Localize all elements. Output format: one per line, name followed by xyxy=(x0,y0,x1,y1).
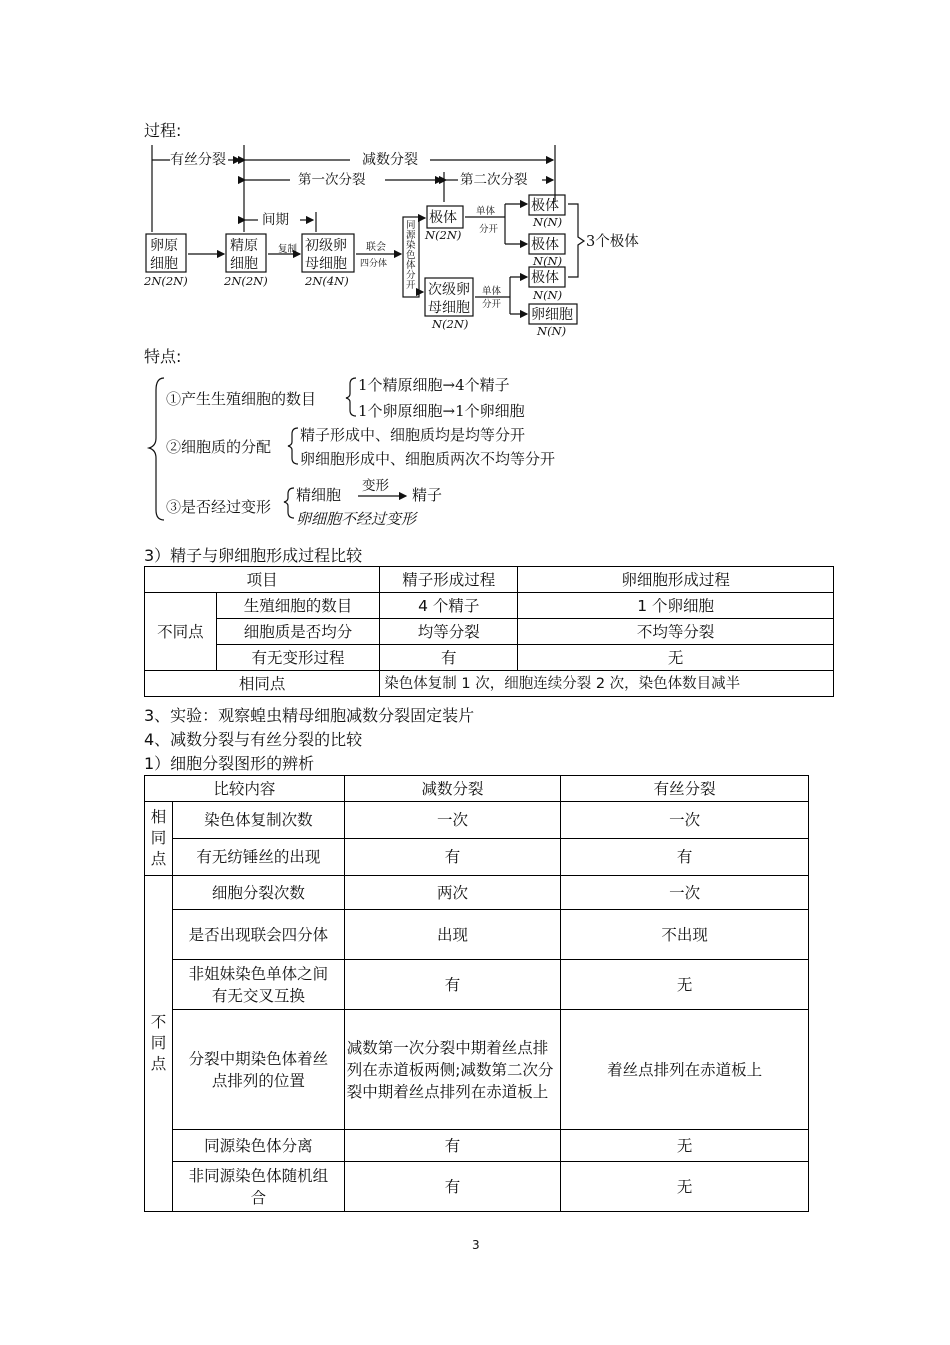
table-row xyxy=(145,1162,809,1212)
table-cell: 减数第一次分裂中期着丝点排列在赤道板两侧;减数第二次分裂中期着丝点排列在赤道板上 xyxy=(344,1010,561,1130)
oogonium-line2: 细胞 xyxy=(150,256,178,272)
first-division-label: 第一次分裂 xyxy=(298,172,366,188)
table-row xyxy=(145,645,834,671)
table-row xyxy=(145,876,809,910)
feature-3-title: ③是否经过变形 xyxy=(166,498,272,516)
svg-text:源: 源 xyxy=(406,230,416,241)
table-row xyxy=(145,776,809,802)
sperm-egg-comparison-table xyxy=(144,566,834,697)
features-brace-diagram xyxy=(144,370,624,530)
spermatogonium-ploidy: 2N(2N) xyxy=(224,274,268,288)
polar-body-1-ploidy: N(2N) xyxy=(425,228,462,242)
table-row xyxy=(145,1130,809,1162)
table-row xyxy=(145,1010,809,1130)
table-cell: 4 个精子 xyxy=(380,593,518,619)
feature-3-spermatid: 精细胞 xyxy=(296,486,342,504)
section-3-experiment: 3、实验：观察蝗虫精母细胞减数分裂固定装片 xyxy=(144,706,475,725)
primary-oocyte-line2: 母细胞 xyxy=(305,256,347,272)
polar-body-c-ploidy: N(N) xyxy=(533,288,563,302)
table-row xyxy=(145,839,809,876)
table-cell: 无 xyxy=(561,960,809,1010)
svg-text:染: 染 xyxy=(406,240,416,251)
table-cell: 一次 xyxy=(561,876,809,910)
table-cell: 着丝点排列在赤道板上 xyxy=(561,1010,809,1130)
table-header-cell: 精子形成过程 xyxy=(380,567,518,593)
secondary-oocyte-line1: 次级卵 xyxy=(428,282,470,298)
meiosis-process-diagram xyxy=(140,142,660,342)
table-cell: 有 xyxy=(344,1130,561,1162)
same-value-cell: 染色体复制 1 次，细胞连续分裂 2 次，染色体数目减半 xyxy=(380,671,834,697)
table-cell: 非同源染色体随机组合 xyxy=(172,1162,344,1212)
spermatogonium-line1: 精原 xyxy=(230,238,258,254)
table-cell: 有 xyxy=(380,645,518,671)
homologous-separate-vertical xyxy=(406,220,416,291)
table-cell: 有 xyxy=(344,1162,561,1212)
table-cell: 细胞质是否均分 xyxy=(216,619,379,645)
table-cell: 均等分裂 xyxy=(380,619,518,645)
synapsis-label: 联会 xyxy=(366,242,386,253)
table-cell: 有无变形过程 xyxy=(216,645,379,671)
table-cell: 不均等分裂 xyxy=(518,619,834,645)
diff-label-cell: 不同点 xyxy=(145,593,217,671)
oogonium-line1: 卵原 xyxy=(150,238,178,254)
table-cell: 无 xyxy=(518,645,834,671)
primary-oocyte-line1: 初级卵 xyxy=(305,238,347,254)
egg-cell: 卵细胞 xyxy=(531,307,573,323)
table-cell: 无 xyxy=(561,1130,809,1162)
table-cell: 分裂中期染色体着丝点排列的位置 xyxy=(172,1010,344,1130)
table-row xyxy=(145,671,834,697)
page-number: 3 xyxy=(472,1238,480,1252)
chromatid-separate-1b: 分开 xyxy=(479,224,499,235)
diff-label-cell: 不同点 xyxy=(145,876,173,1212)
svg-text:同: 同 xyxy=(406,220,416,231)
oogonium-ploidy: 2N(2N) xyxy=(144,274,188,288)
svg-text:色: 色 xyxy=(406,250,416,261)
meiosis-mitosis-comparison-table xyxy=(144,775,809,1212)
three-polar-bodies: 3个极体 xyxy=(586,234,639,250)
section-3-heading: 3）精子与卵细胞形成过程比较 xyxy=(144,546,363,565)
table-row xyxy=(145,910,809,960)
table-row xyxy=(145,960,809,1010)
polar-body-b: 极体 xyxy=(531,237,559,253)
table-cell: 有 xyxy=(344,960,561,1010)
feature-3-sperm: 精子 xyxy=(412,486,443,504)
table-cell: 出现 xyxy=(344,910,561,960)
table-header-cell: 项目 xyxy=(145,567,380,593)
chromatid-separate-2b: 分开 xyxy=(482,299,502,310)
tetrad-label: 四分体 xyxy=(360,259,388,269)
table-cell: 非姐妹染色单体之间有无交叉互换 xyxy=(172,960,344,1010)
svg-text:体: 体 xyxy=(406,260,416,271)
table-cell: 同源染色体分离 xyxy=(172,1130,344,1162)
table-cell: 有 xyxy=(561,839,809,876)
table-cell: 不出现 xyxy=(561,910,809,960)
feature-1-title: ①产生生殖细胞的数目 xyxy=(166,390,317,408)
section-4-heading: 4、减数分裂与有丝分裂的比较 xyxy=(144,730,363,749)
table-cell: 一次 xyxy=(561,802,809,839)
process-label: 过程: xyxy=(144,121,182,140)
chromatid-separate-2a: 单体 xyxy=(482,286,502,297)
table-cell: 无 xyxy=(561,1162,809,1212)
mitosis-label: 有丝分裂 xyxy=(170,152,226,168)
feature-1-egg: 1个卵原细胞→1个卵细胞 xyxy=(358,402,525,420)
table-cell: 一次 xyxy=(344,802,561,839)
polar-body-c: 极体 xyxy=(531,270,559,286)
feature-2-sperm: 精子形成中、细胞质均是均等分开 xyxy=(300,426,526,444)
feature-2-title: ②细胞质的分配 xyxy=(166,438,272,456)
table-row xyxy=(145,567,834,593)
secondary-oocyte-ploidy: N(2N) xyxy=(432,317,469,331)
table-row xyxy=(145,593,834,619)
table-cell: 有无纺锤丝的出现 xyxy=(172,839,344,876)
feature-label: 特点: xyxy=(144,347,182,366)
table-header-cell: 卵细胞形成过程 xyxy=(518,567,834,593)
table-header-cell: 有丝分裂 xyxy=(561,776,809,802)
table-header-cell: 减数分裂 xyxy=(344,776,561,802)
feature-2-egg: 卵细胞形成中、细胞质两次不均等分开 xyxy=(300,450,556,468)
table-cell: 两次 xyxy=(344,876,561,910)
table-cell: 细胞分裂次数 xyxy=(172,876,344,910)
second-division-label: 第二次分裂 xyxy=(460,172,528,188)
table-cell: 有 xyxy=(344,839,561,876)
secondary-oocyte-line2: 母细胞 xyxy=(428,300,470,316)
table-cell: 1 个卵细胞 xyxy=(518,593,834,619)
section-4-1-heading: 1）细胞分裂图形的辨析 xyxy=(144,754,315,773)
table-row xyxy=(145,619,834,645)
feature-1-sperm: 1个精原细胞→4个精子 xyxy=(358,376,510,394)
table-cell: 生殖细胞的数目 xyxy=(216,593,379,619)
table-cell: 是否出现联会四分体 xyxy=(172,910,344,960)
table-header-cell: 比较内容 xyxy=(145,776,345,802)
interphase-label: 间期 xyxy=(262,212,289,228)
table-cell: 染色体复制次数 xyxy=(172,802,344,839)
meiosis-label: 减数分裂 xyxy=(362,152,418,168)
spermatogonium-line2: 细胞 xyxy=(230,256,258,272)
same-label-cell: 相同点 xyxy=(145,671,380,697)
chromatid-separate-1a: 单体 xyxy=(476,206,496,217)
feature-3-transform: 变形 xyxy=(362,478,389,494)
primary-oocyte-ploidy: 2N(4N) xyxy=(305,274,349,288)
feature-3-egg: 卵细胞不经过变形 xyxy=(296,510,417,528)
same-label-cell: 相同点 xyxy=(145,802,173,876)
replication-label: 复制 xyxy=(278,244,298,255)
polar-body-a-ploidy: N(N) xyxy=(533,215,563,229)
svg-text:分: 分 xyxy=(406,270,416,281)
table-row xyxy=(145,802,809,839)
polar-body-b-ploidy: N(N) xyxy=(533,254,563,268)
polar-body-a: 极体 xyxy=(531,198,559,214)
polar-body-1: 极体 xyxy=(429,210,457,226)
svg-text:开: 开 xyxy=(406,280,416,291)
egg-cell-ploidy: N(N) xyxy=(537,324,567,338)
